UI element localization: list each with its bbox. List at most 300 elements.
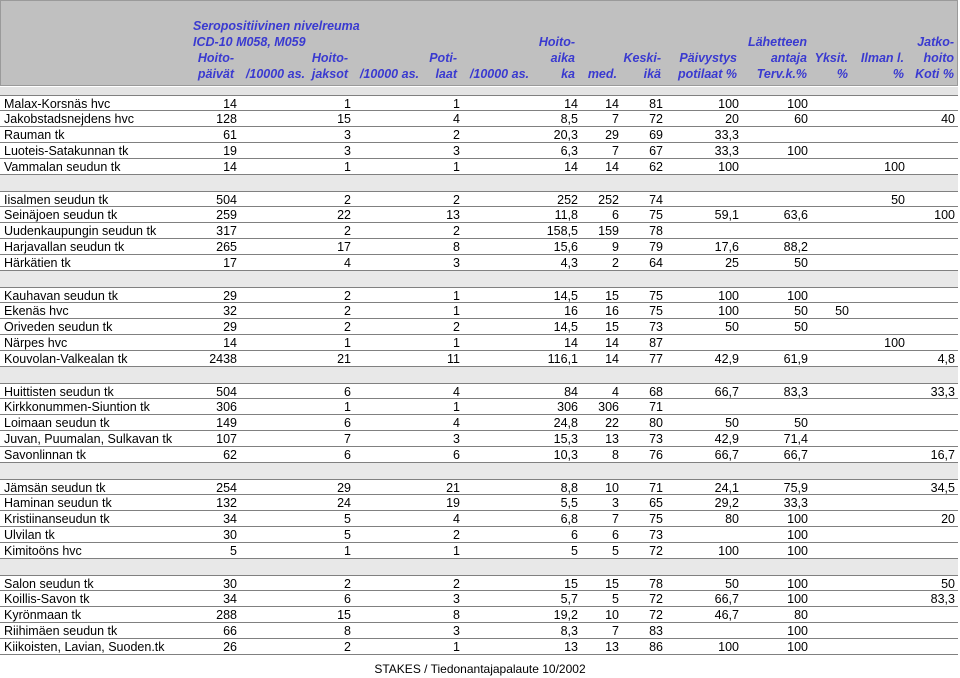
table-cell: 83 xyxy=(649,624,663,638)
table-cell: 66,7 xyxy=(714,385,739,399)
table-cell: 6,3 xyxy=(560,144,578,158)
table-cell: 4 xyxy=(453,416,460,430)
table-cell: 6 xyxy=(571,528,578,542)
footer-source: STAKES / Tiedonantajapalaute 10/2002 xyxy=(374,662,586,676)
table-cell: 42,9 xyxy=(714,432,739,446)
table-cell: 50 xyxy=(794,256,808,270)
row-label: Kouvolan-Valkealan tk xyxy=(4,352,128,366)
table-cell: 20 xyxy=(941,512,955,526)
table-cell: 4,3 xyxy=(560,256,578,270)
table-cell: 50 xyxy=(794,320,808,334)
table-cell: 64 xyxy=(649,256,663,270)
table-row xyxy=(0,319,958,335)
table-cell: 66,7 xyxy=(783,448,808,462)
table-cell: 5,5 xyxy=(560,496,578,510)
column-header-jatkohoito-line-2: hoito xyxy=(923,51,954,65)
table-header xyxy=(0,0,958,86)
table-cell: 14 xyxy=(605,160,619,174)
table-cell: 4,8 xyxy=(937,352,955,366)
table-cell: 11 xyxy=(447,352,460,366)
table-row xyxy=(0,127,958,143)
table-cell: 1 xyxy=(453,97,460,111)
table-cell: 14,5 xyxy=(553,320,578,334)
table-cell: 74 xyxy=(649,193,663,207)
table-cell: 6 xyxy=(612,528,619,542)
table-cell: 24,8 xyxy=(553,416,578,430)
row-label: Ulvilan tk xyxy=(4,528,55,542)
table-cell: 71 xyxy=(649,481,663,495)
row-label: Kauhavan seudun tk xyxy=(4,289,118,303)
table-cell: 100 xyxy=(718,97,739,111)
row-label: Jakobstadsnejdens hvc xyxy=(4,112,134,126)
table-cell: 14 xyxy=(605,336,619,350)
table-cell: 8 xyxy=(344,624,351,638)
table-cell: 306 xyxy=(216,400,237,414)
table-cell: 5 xyxy=(230,544,237,558)
table-cell: 34 xyxy=(223,592,237,606)
table-cell: 2 xyxy=(344,289,351,303)
table-row xyxy=(0,607,958,623)
table-cell: 14 xyxy=(605,97,619,111)
table-row xyxy=(0,591,958,607)
table-cell: 24,1 xyxy=(714,481,739,495)
table-cell: 9 xyxy=(612,240,619,254)
table-cell: 33,3 xyxy=(930,385,955,399)
group-separator xyxy=(0,271,958,287)
column-header-hoitojaksot-line-2: jaksot xyxy=(311,67,348,81)
table-cell: 15 xyxy=(605,577,619,591)
table-cell: 78 xyxy=(649,577,663,591)
table-cell: 6,8 xyxy=(560,512,578,526)
table-cell: 60 xyxy=(794,112,808,126)
table-cell: 5 xyxy=(344,512,351,526)
table-cell: 306 xyxy=(557,400,578,414)
table-cell: 15 xyxy=(337,608,351,622)
table-cell: 100 xyxy=(787,624,808,638)
row-label: Jämsän seudun tk xyxy=(4,481,106,495)
table-cell: 15 xyxy=(337,112,351,126)
table-row xyxy=(0,415,958,431)
table-cell: 13 xyxy=(605,432,619,446)
group-separator xyxy=(0,559,958,575)
table-cell: 3 xyxy=(453,592,460,606)
table-cell: 1 xyxy=(453,400,460,414)
table-cell: 34 xyxy=(223,512,237,526)
table-cell: 22 xyxy=(605,416,619,430)
table-row xyxy=(0,287,958,303)
column-header-keskiika-line-3: ikä xyxy=(643,67,661,81)
row-label: Kimitoöns hvc xyxy=(4,544,82,558)
table-cell: 29 xyxy=(605,128,619,142)
row-label: Harjavallan seudun tk xyxy=(4,240,125,254)
table-cell: 128 xyxy=(216,112,237,126)
table-cell: 6 xyxy=(344,416,351,430)
table-cell: 87 xyxy=(649,336,663,350)
table-row xyxy=(0,399,958,415)
row-label: Malax-Korsnäs hvc xyxy=(4,97,111,111)
table-cell: 15 xyxy=(564,577,578,591)
table-cell: 20 xyxy=(725,112,739,126)
table-cell: 50 xyxy=(794,304,808,318)
table-cell: 6 xyxy=(344,385,351,399)
table-cell: 19,2 xyxy=(553,608,578,622)
table-cell: 3 xyxy=(344,144,351,158)
column-header-hoitoaika-line-1: Hoito- xyxy=(538,35,575,49)
table-cell: 65 xyxy=(649,496,663,510)
row-label: Vammalan seudun tk xyxy=(4,160,121,174)
row-label: Kyrönmaan tk xyxy=(4,608,82,622)
table-cell: 1 xyxy=(344,97,351,111)
table-cell: 69 xyxy=(649,128,663,142)
table-cell: 63,6 xyxy=(783,208,808,222)
table-cell: 72 xyxy=(649,112,663,126)
row-label: Kirkkonummen-Siuntion tk xyxy=(4,400,150,414)
table-cell: 3 xyxy=(453,144,460,158)
table-cell: 59,1 xyxy=(714,208,739,222)
table-cell: 6 xyxy=(453,448,460,462)
column-header-paivystys-line-2: Päivystys xyxy=(679,51,737,65)
table-cell: 1 xyxy=(344,336,351,350)
table-cell: 2438 xyxy=(209,352,237,366)
table-cell: 158,5 xyxy=(546,224,578,238)
table-cell: 159 xyxy=(598,224,619,238)
table-row xyxy=(0,431,958,447)
column-header-lahetteen-line-1: Lähetteen xyxy=(747,35,807,49)
row-label: Riihimäen seudun tk xyxy=(4,624,118,638)
header-title: Seropositiivinen nivelreuma xyxy=(193,19,360,33)
table-cell: 1 xyxy=(344,160,351,174)
table-cell: 75 xyxy=(649,208,663,222)
table-cell: 75,9 xyxy=(783,481,808,495)
table-cell: 67 xyxy=(649,144,663,158)
row-label: Koillis-Savon tk xyxy=(4,592,90,606)
table-cell: 33,3 xyxy=(783,496,808,510)
table-cell: 252 xyxy=(598,193,619,207)
table-cell: 132 xyxy=(216,496,237,510)
table-cell: 14 xyxy=(223,97,237,111)
table-cell: 8 xyxy=(453,240,460,254)
table-cell: 80 xyxy=(794,608,808,622)
table-cell: 100 xyxy=(718,304,739,318)
table-cell: 33,3 xyxy=(714,144,739,158)
table-cell: 3 xyxy=(453,432,460,446)
table-cell: 32 xyxy=(223,304,237,318)
column-header-paivystys-line-3: potilaat % xyxy=(677,67,737,81)
table-cell: 5 xyxy=(344,528,351,542)
table-cell: 100 xyxy=(718,289,739,303)
table-cell: 19 xyxy=(446,496,460,510)
table-cell: 66 xyxy=(223,624,237,638)
column-header-keskiika-line-2: Keski- xyxy=(623,51,661,65)
table-cell: 504 xyxy=(216,193,237,207)
table-cell: 25 xyxy=(725,256,739,270)
table-cell: 100 xyxy=(718,640,739,654)
row-label: Haminan seudun tk xyxy=(4,496,112,510)
table-row xyxy=(0,239,958,255)
table-cell: 46,7 xyxy=(714,608,739,622)
table-row xyxy=(0,447,958,463)
table-cell: 11,8 xyxy=(554,208,578,222)
table-cell: 7 xyxy=(344,432,351,446)
column-header-hoitopaivat-line-1: Hoito- xyxy=(197,51,234,65)
table-cell: 1 xyxy=(453,304,460,318)
column-header-lahetteen-line-2: antaja xyxy=(770,51,807,65)
table-cell: 1 xyxy=(453,336,460,350)
table-row xyxy=(0,543,958,559)
row-label: Närpes hvc xyxy=(4,336,68,350)
table-cell: 61,9 xyxy=(783,352,808,366)
table-cell: 62 xyxy=(649,160,663,174)
table-cell: 29 xyxy=(223,320,237,334)
column-header-med-line-3: med. xyxy=(587,67,617,81)
column-header-per3-line-2: /10000 as. xyxy=(469,67,529,81)
table-cell: 2 xyxy=(344,577,351,591)
table-cell: 3 xyxy=(344,128,351,142)
table-row xyxy=(0,495,958,511)
table-cell: 29 xyxy=(223,289,237,303)
table-row xyxy=(0,255,958,271)
table-cell: 8 xyxy=(453,608,460,622)
column-header-jatkohoito-line-1: Jatko- xyxy=(917,35,954,49)
table-cell: 14 xyxy=(223,336,237,350)
group-separator xyxy=(0,175,958,191)
table-cell: 17 xyxy=(223,256,237,270)
table-cell: 6 xyxy=(344,592,351,606)
table-row xyxy=(0,623,958,639)
table-cell: 10,3 xyxy=(553,448,578,462)
row-label: Huittisten seudun tk xyxy=(4,385,114,399)
table-cell: 22 xyxy=(337,208,351,222)
table-cell: 5 xyxy=(612,592,619,606)
table-cell: 14 xyxy=(564,160,578,174)
column-header-hoitopaivat-line-2: päivät xyxy=(197,67,234,81)
table-cell: 13 xyxy=(446,208,460,222)
table-cell: 306 xyxy=(598,400,619,414)
row-label: Salon seudun tk xyxy=(4,577,94,591)
column-header-hoitojaksot-line-1: Hoito- xyxy=(311,51,348,65)
header-subtitle: ICD-10 M058, M059 xyxy=(193,35,306,49)
row-label: Ekenäs hvc xyxy=(4,304,69,318)
table-cell: 100 xyxy=(787,512,808,526)
table-cell: 76 xyxy=(649,448,663,462)
table-row xyxy=(0,527,958,543)
table-cell: 5,7 xyxy=(560,592,578,606)
column-header-ilman-line-2: Ilman l. xyxy=(860,51,904,65)
table-cell: 100 xyxy=(884,336,905,350)
table-cell: 75 xyxy=(649,304,663,318)
table-cell: 8,8 xyxy=(560,481,578,495)
table-cell: 75 xyxy=(649,289,663,303)
table-cell: 4 xyxy=(453,385,460,399)
column-header-lahetteen-line-3: Terv.k.% xyxy=(756,67,807,81)
table-cell: 2 xyxy=(344,320,351,334)
table-cell: 2 xyxy=(453,224,460,238)
table-cell: 2 xyxy=(344,640,351,654)
table-cell: 21 xyxy=(337,352,351,366)
table-cell: 4 xyxy=(453,512,460,526)
table-cell: 2 xyxy=(453,193,460,207)
column-header-potilaat-line-2: laat xyxy=(435,67,457,81)
table-cell: 14 xyxy=(564,97,578,111)
table-cell: 16 xyxy=(564,304,578,318)
table-cell: 15 xyxy=(605,320,619,334)
table-cell: 4 xyxy=(453,112,460,126)
table-cell: 17 xyxy=(337,240,351,254)
table-cell: 1 xyxy=(453,160,460,174)
table-cell: 100 xyxy=(787,97,808,111)
table-cell: 77 xyxy=(649,352,663,366)
table-cell: 73 xyxy=(649,320,663,334)
column-header-yksit-line-3: % xyxy=(836,67,848,81)
table-row xyxy=(0,159,958,175)
table-cell: 80 xyxy=(649,416,663,430)
table-cell: 88,2 xyxy=(783,240,808,254)
table-cell: 73 xyxy=(649,432,663,446)
table-row xyxy=(0,95,958,111)
row-label: Härkätien tk xyxy=(4,256,71,270)
table-cell: 7 xyxy=(612,624,619,638)
table-cell: 21 xyxy=(446,481,460,495)
table-row xyxy=(0,191,958,207)
table-cell: 100 xyxy=(787,144,808,158)
table-cell: 71,4 xyxy=(783,432,808,446)
header-divider xyxy=(0,87,958,95)
row-label: Juvan, Puumalan, Sulkavan tk xyxy=(4,432,173,446)
table-cell: 254 xyxy=(216,481,237,495)
table-cell: 72 xyxy=(649,592,663,606)
table-cell: 15,6 xyxy=(553,240,578,254)
table-cell: 40 xyxy=(941,112,955,126)
table-cell: 34,5 xyxy=(930,481,955,495)
table-cell: 8,3 xyxy=(560,624,578,638)
table-cell: 81 xyxy=(649,97,663,111)
table-cell: 2 xyxy=(453,128,460,142)
table-cell: 2 xyxy=(453,528,460,542)
table-cell: 83,3 xyxy=(930,592,955,606)
table-cell: 259 xyxy=(216,208,237,222)
table-cell: 2 xyxy=(453,577,460,591)
table-cell: 116,1 xyxy=(547,352,578,366)
table-cell: 50 xyxy=(835,304,849,318)
table-cell: 252 xyxy=(557,193,578,207)
table-cell: 73 xyxy=(649,528,663,542)
table-cell: 86 xyxy=(649,640,663,654)
table-cell: 19 xyxy=(223,144,237,158)
table-cell: 8,5 xyxy=(560,112,578,126)
row-label: Iisalmen seudun tk xyxy=(4,193,109,207)
column-header-hoitoaika-line-2: aika xyxy=(550,51,575,65)
column-header-yksit-line-2: Yksit. xyxy=(814,51,848,65)
table-cell: 5 xyxy=(571,544,578,558)
table-cell: 15,3 xyxy=(553,432,578,446)
table-cell: 100 xyxy=(787,640,808,654)
row-label: Loimaan seudun tk xyxy=(4,416,110,430)
table-cell: 14 xyxy=(223,160,237,174)
table-cell: 79 xyxy=(649,240,663,254)
table-cell: 30 xyxy=(223,577,237,591)
table-cell: 100 xyxy=(934,208,955,222)
table-cell: 66,7 xyxy=(714,592,739,606)
table-cell: 13 xyxy=(564,640,578,654)
table-row xyxy=(0,383,958,399)
table-cell: 100 xyxy=(718,544,739,558)
row-label: Savonlinnan tk xyxy=(4,448,87,462)
table-cell: 71 xyxy=(649,400,663,414)
table-cell: 4 xyxy=(612,385,619,399)
column-header-potilaat-line-1: Poti- xyxy=(429,51,457,65)
table-cell: 5 xyxy=(612,544,619,558)
table-cell: 6 xyxy=(612,208,619,222)
table-cell: 16 xyxy=(605,304,619,318)
table-cell: 30 xyxy=(223,528,237,542)
table-row xyxy=(0,639,958,655)
table-cell: 2 xyxy=(344,224,351,238)
column-header-hoitoaika-line-3: ka xyxy=(561,67,575,81)
table-cell: 14 xyxy=(605,352,619,366)
table-cell: 50 xyxy=(725,577,739,591)
table-row xyxy=(0,223,958,239)
group-separator xyxy=(0,367,958,383)
table-cell: 26 xyxy=(223,640,237,654)
table-cell: 100 xyxy=(787,592,808,606)
row-label: Seinäjoen seudun tk xyxy=(4,208,118,222)
column-header-jatkohoito-line-3: Koti % xyxy=(915,67,954,81)
table-cell: 3 xyxy=(612,496,619,510)
table-cell: 107 xyxy=(216,432,237,446)
table-cell: 20,3 xyxy=(553,128,578,142)
table-cell: 7 xyxy=(612,144,619,158)
table-cell: 50 xyxy=(794,416,808,430)
row-label: Luoteis-Satakunnan tk xyxy=(4,144,129,158)
table-cell: 50 xyxy=(725,320,739,334)
table-cell: 1 xyxy=(344,544,351,558)
row-label: Uudenkaupungin seudun tk xyxy=(4,224,157,238)
table-cell: 10 xyxy=(605,608,619,622)
group-separator xyxy=(0,463,958,479)
table-cell: 42,9 xyxy=(714,352,739,366)
table-cell: 29,2 xyxy=(714,496,739,510)
table-cell: 17,6 xyxy=(714,240,739,254)
table-cell: 68 xyxy=(649,385,663,399)
table-row xyxy=(0,479,958,495)
table-cell: 7 xyxy=(612,512,619,526)
table-cell: 3 xyxy=(453,624,460,638)
table-cell: 1 xyxy=(453,544,460,558)
table-cell: 100 xyxy=(718,160,739,174)
table-cell: 7 xyxy=(612,112,619,126)
table-cell: 50 xyxy=(891,193,905,207)
table-cell: 13 xyxy=(605,640,619,654)
table-row xyxy=(0,351,958,367)
table-cell: 100 xyxy=(787,577,808,591)
row-label: Rauman tk xyxy=(4,128,65,142)
table-cell: 84 xyxy=(564,385,578,399)
table-cell: 504 xyxy=(216,385,237,399)
table-cell: 8 xyxy=(612,448,619,462)
row-label: Kiikoisten, Lavian, Suoden.tk xyxy=(4,640,165,654)
table-cell: 50 xyxy=(941,577,955,591)
table-cell: 2 xyxy=(453,320,460,334)
table-cell: 15 xyxy=(605,289,619,303)
table-cell: 1 xyxy=(344,400,351,414)
table-cell: 61 xyxy=(223,128,237,142)
table-cell: 75 xyxy=(649,512,663,526)
table-row xyxy=(0,575,958,591)
column-header-ilman-line-3: % xyxy=(892,67,904,81)
table-cell: 83,3 xyxy=(783,385,808,399)
table-cell: 66,7 xyxy=(714,448,739,462)
table-cell: 265 xyxy=(216,240,237,254)
